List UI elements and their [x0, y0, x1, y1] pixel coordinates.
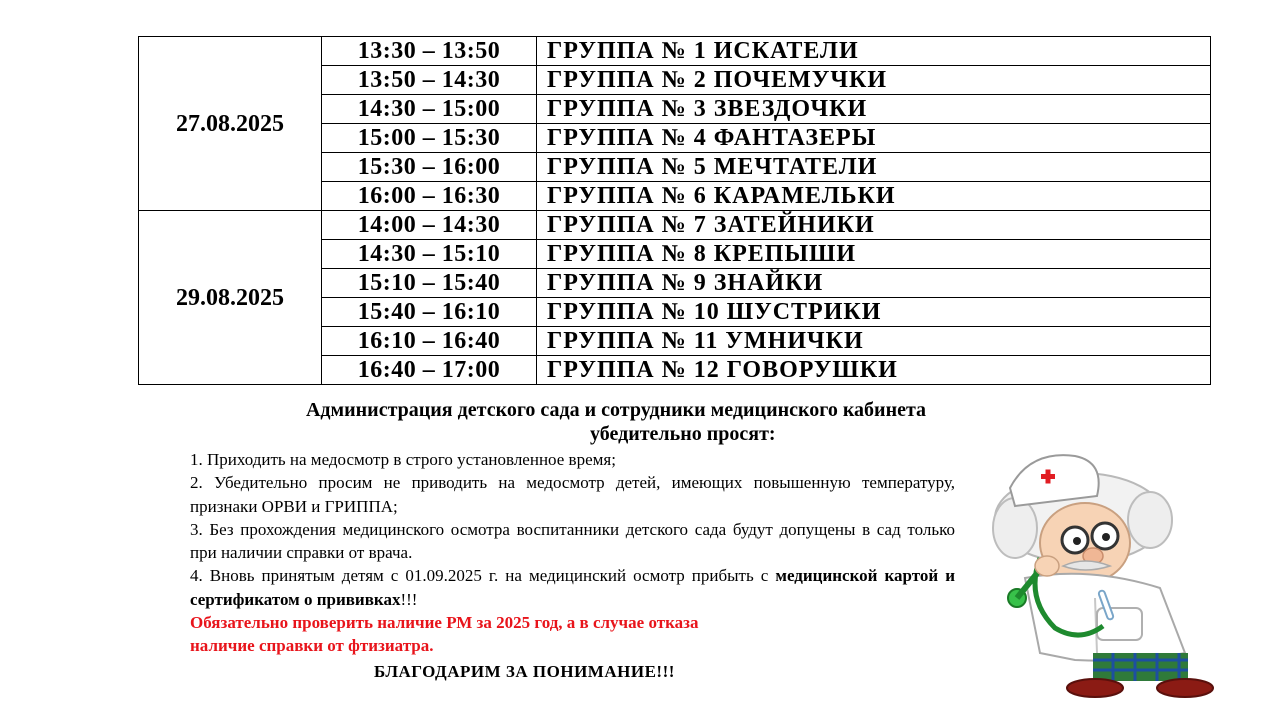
group-cell: ГРУППА № 3 ЗВЕЗДОЧКИ [537, 95, 1211, 124]
time-cell: 16:10 – 16:40 [322, 327, 537, 356]
time-cell: 13:30 – 13:50 [322, 37, 537, 66]
group-cell: ГРУППА № 7 ЗАТЕЙНИКИ [537, 211, 1211, 240]
rule-exclaim: !!! [400, 589, 418, 609]
table-row [139, 211, 1211, 240]
time-cell: 15:00 – 15:30 [322, 124, 537, 153]
rules-list [190, 448, 955, 657]
time-cell: 15:10 – 15:40 [322, 269, 537, 298]
time-cell: 15:30 – 16:00 [322, 153, 537, 182]
group-cell: ГРУППА № 8 КРЕПЫШИ [537, 240, 1211, 269]
warning-line: Обязательно проверить наличие РМ за 2025 год, а в случае отказа [190, 613, 699, 633]
date-cell: 29.08.2025 [139, 211, 322, 385]
notice-block [190, 398, 955, 657]
rule-item: 1. Приходить на медосмотр в строго установленное время; [190, 450, 616, 469]
time-cell: 14:30 – 15:10 [322, 240, 537, 269]
time-cell: 15:40 – 16:10 [322, 298, 537, 327]
group-cell: ГРУППА № 6 КАРАМЕЛЬКИ [537, 182, 1211, 211]
notice-title: Администрация детского сада и сотрудники медицинского кабинета [305, 399, 927, 421]
rule-item: 2. Убедительно просим не приводить на медосмотр детей, имеющих повышенную температуру, признаки ОРВИ и ГРИППА; [190, 473, 955, 516]
date-cell: 27.08.2025 [139, 37, 322, 211]
group-cell: ГРУППА № 11 УМНИЧКИ [537, 327, 1211, 356]
group-cell: ГРУППА № 9 ЗНАЙКИ [537, 269, 1211, 298]
group-cell: ГРУППА № 4 ФАНТАЗЕРЫ [537, 124, 1211, 153]
rule-emphasis: медицинской картой и сертификатом о прививках [190, 566, 956, 609]
group-cell: ГРУППА № 5 МЕЧТАТЕЛИ [537, 153, 1211, 182]
time-cell: 13:50 – 14:30 [322, 66, 537, 95]
thanks-text: БЛАГОДАРИМ ЗА ПОНИМАНИЕ!!! [374, 662, 675, 681]
time-cell: 14:30 – 15:00 [322, 95, 537, 124]
schedule-table [138, 36, 1211, 385]
warning-text [190, 611, 955, 657]
group-cell: ГРУППА № 12 ГОВОРУШКИ [537, 356, 1211, 385]
notice-subtitle: убедительно просят: [590, 423, 776, 445]
time-cell: 16:00 – 16:30 [322, 182, 537, 211]
rule-item [190, 564, 955, 611]
rule-text: 4. Вновь принятым детям с 01.09.2025 г. на медицинский осмотр прибыть с [190, 566, 769, 586]
group-cell: ГРУППА № 2 ПОЧЕМУЧКИ [537, 66, 1211, 95]
warning-line: наличие справки от фтизиатра. [190, 636, 434, 656]
group-cell: ГРУППА № 1 ИСКАТЕЛИ [537, 37, 1211, 66]
time-cell: 16:40 – 17:00 [322, 356, 537, 385]
time-cell: 14:00 – 14:30 [322, 211, 537, 240]
table-row [139, 37, 1211, 66]
rule-item: 3. Без прохождения медицинского осмотра воспитанники детского сада будут допущены в сад только при наличии справки от врача. [190, 519, 955, 563]
group-cell: ГРУППА № 10 ШУСТРИКИ [537, 298, 1211, 327]
doctor-cartoon-icon [985, 448, 1230, 700]
